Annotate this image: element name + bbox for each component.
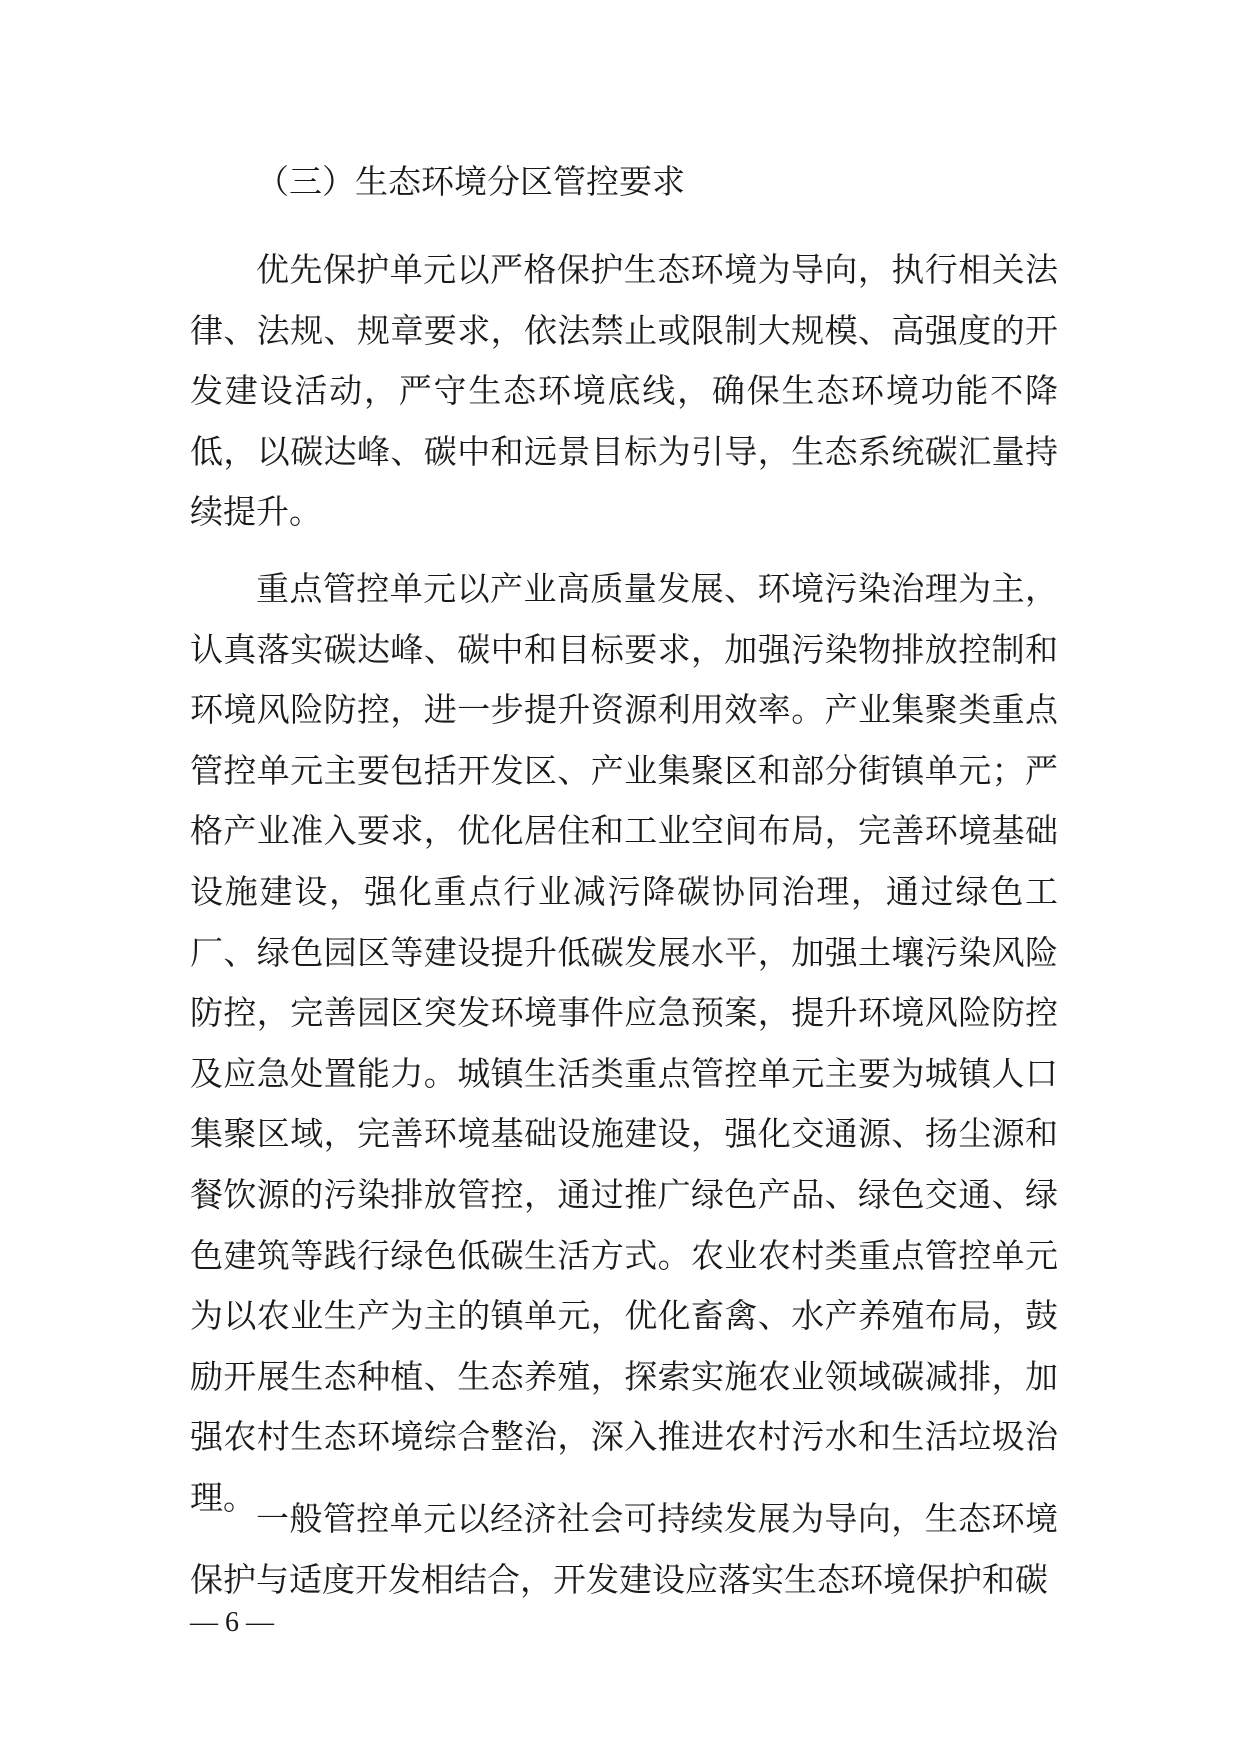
page-number: — 6 — [190, 1607, 274, 1638]
paragraph-general-control-units: 一般管控单元以经济社会可持续发展为导向，生态环境保护与适度开发相结合，开发建设应落实生态环境保护和碳 [190, 1499, 1058, 1599]
section-heading: （三）生态环境分区管控要求 [256, 162, 685, 201]
paragraph-key-control-units: 重点管控单元以产业高质量发展、环境污染治理为主，认真落实碳达峰、碳中和目标要求，加强污染物排放控制和环境风险防控，进一步提升资源利用效率。产业集聚类重点管控单元主要包括开发区、产业集聚区和部分街镇单元；严格产业准入要求，优化居住和工业空间布局，完善环境基础设施建设，强化重点行业减污降碳协同治理，通过绿色工厂、绿色园区等建设提升低碳发展水平，加强土壤污染风险防控，完善园区突发环境事件应急预案，提升环境风险防控及应急处置能力。城镇生活类重点管控单元主要为城镇人口集聚区域，完善环境基础设施建设，强化交通源、扬尘源和餐饮源的污染排放管控，通过推广绿色产品、绿色交通、绿色建筑等践行绿色低碳生活方式。农业农村类重点管控单元为以农业生产为主的镇单元，优化畜禽、水产养殖布局，鼓励开展生态种植、生态养殖，探索实施农业领域碳减排，加强农村生态环境综合整治，深入推进农村污水和生活垃圾治理。 [190, 569, 1058, 1517]
paragraph-priority-protection-units: 优先保护单元以严格保护生态环境为导向，执行相关法律、法规、规章要求，依法禁止或限制大规模、高强度的开发建设活动，严守生态环境底线，确保生态环境功能不降低，以碳达峰、碳中和远景目标为引导，生态系统碳汇量持续提升。 [190, 250, 1058, 532]
